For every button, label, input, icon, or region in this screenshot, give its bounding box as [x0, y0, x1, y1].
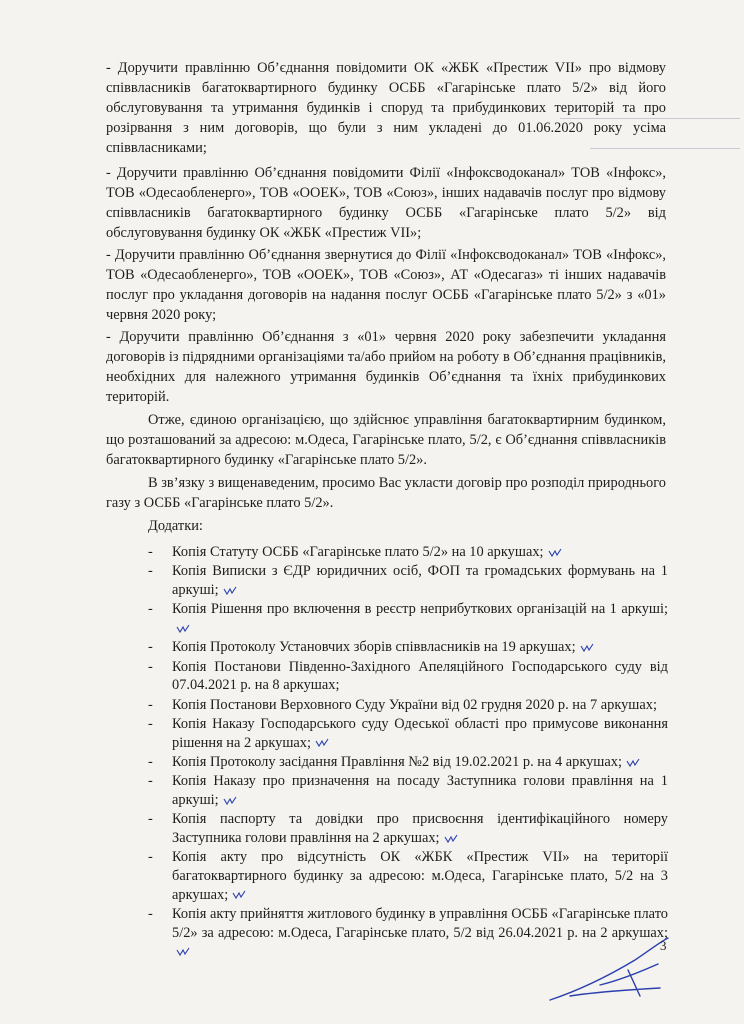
handwritten-check-icon [176, 947, 190, 957]
handwritten-check-icon [232, 890, 246, 900]
list-dash: - [148, 601, 153, 618]
attachment-item [148, 848, 668, 904]
list-dash: - [148, 753, 153, 770]
attachment-item [148, 658, 668, 695]
attachment-text: Копія Постанови Південно-Західного Апеляційного Господарського суду від 07.04.2021 р. на 8 аркушах; [172, 658, 668, 694]
handwritten-check-icon [444, 834, 458, 844]
attachment-text: Копія паспорту та довідки про присвоєння ідентифікаційного номеру Заступника голови правління на 2 аркушах; [172, 811, 668, 846]
attachment-text: Копія Наказу про призначення на посаду Заступника голови правління на 1 аркуші; [172, 773, 668, 808]
handwritten-check-icon [315, 738, 329, 748]
attachment-text: Копія Постанови Верховного Суду України від 02 грудня 2020 р. на 7 аркушах; [172, 696, 657, 713]
handwritten-check-icon [626, 758, 640, 768]
handwritten-check-icon [580, 643, 594, 653]
handwritten-check-icon [176, 624, 190, 634]
attachment-item [148, 753, 668, 772]
attachment-item [148, 562, 668, 599]
resolution-item-2: - Доручити правлінню Об’єднання повідомити Філії «Інфоксводоканал» ТОВ «Інфокс», ТОВ «Одесаобленерго», ТОВ «ООЕК», ТОВ «Союз», інших надавачів послуг про відмову співвласників багатоквартирного будинку ОСББ «Гагарінське плато 5/2» від обслуговування будинку ОК «ЖБК «Престиж VII»; [106, 165, 666, 241]
attachment-text: Копія акту про відсутність ОК «ЖБК «Престиж VII» на території багатоквартирного будинку за адресою: м.Одеса, Гагарінське плато, 5/2 на 3 аркушах; [172, 849, 668, 903]
list-dash: - [148, 563, 153, 580]
list-dash: - [148, 639, 153, 656]
attachment-item [148, 543, 668, 562]
attachment-item [148, 810, 668, 847]
page-number: 3 [660, 938, 667, 953]
attachment-text: Копія Виписки з ЄДР юридичних осіб, ФОП та громадських формувань на 1 аркуші; [172, 563, 668, 598]
handwritten-check-icon [223, 586, 237, 596]
attachment-text: Копія акту прийняття житлового будинку в управління ОСББ «Гагарінське плато 5/2» за адресою: м.Одеса, Гагарінське плато, 5/2 від 26.04.2021 р. на 2 аркушах; [172, 905, 668, 941]
resolution-item-4: - Доручити правлінню Об’єднання з «01» червня 2020 року забезпечити укладання договорів із підрядними організаціями та/або прийом на роботу в Об’єднання працівників, необхідних для належного утримання будинків Об’єднання та їхніх прибудинкових територій. [106, 329, 666, 405]
attachment-item [148, 696, 668, 715]
attachment-item [148, 715, 668, 752]
list-dash: - [148, 811, 153, 828]
attachment-text: Копія Протоколу засідання Правління №2 від 19.02.2021 р. на 4 аркушах; [172, 753, 622, 770]
conclusion-paragraph: Отже, єдиною організацією, що здійснює управління багатоквартирним будинком, що розташований за адресою: м.Одеса, Гагарінське плато, 5/2, є Об’єднання співвласників багатоквартирного будинку «Гагарінське плато 5/2». [106, 412, 666, 468]
handwritten-check-icon [548, 548, 562, 558]
resolution-item-1: - Доручити правлінню Об’єднання повідомити ОК «ЖБК «Престиж VII» про відмову співвласників багатоквартирного будинку ОСББ «Гагарінське плато 5/2» від його обслуговування та утримання будинків і споруд та прибудинкових територій та про розірвання з ним договорів, що були з ним укладені до 01.06.2020 року усіма співвласниками; [106, 60, 666, 156]
list-dash: - [148, 905, 153, 922]
request-paragraph: В зв’язку з вищенаведеним, просимо Вас укласти договір про розподіл природнього газу з ОСББ «Гагарінське плато 5/2». [106, 475, 666, 511]
list-dash: - [148, 773, 153, 790]
handwritten-signature-icon [540, 930, 680, 1010]
attachment-item [148, 600, 668, 637]
resolution-item-3: - Доручити правлінню Об’єднання звернутися до Філії «Інфоксводоканал» ТОВ «Інфокс», ТОВ «Одесаобленерго», ТОВ «ООЕК», ТОВ «Союз», АТ «Одесагаз» ті інших надавачів послуг про укладання договорів на надання послуг ОСББ «Гагарінське плато 5/2» з «01» червня 2020 року; [106, 247, 666, 323]
attachments-heading: Додатки: [148, 518, 203, 534]
attachment-item [148, 772, 668, 809]
list-dash: - [148, 544, 153, 560]
attachments-list [148, 543, 668, 962]
attachment-text: Копія Наказу Господарського суду Одеської області про примусове виконання рішення на 2 аркушах; [172, 715, 668, 751]
list-dash: - [148, 658, 153, 675]
attachment-item [148, 638, 668, 657]
list-dash: - [148, 696, 153, 713]
attachment-text: Копія Рішення про включення в реєстр неприбуткових організацій на 1 аркуші; [172, 601, 668, 618]
list-dash: - [148, 849, 153, 866]
list-dash: - [148, 715, 153, 732]
attachment-text: Копія Протоколу Установчих зборів співвласників на 19 аркушах; [172, 639, 576, 656]
attachment-text: Копія Статуту ОСББ «Гагарінське плато 5/2» на 10 аркушах; [172, 544, 544, 560]
handwritten-check-icon [223, 796, 237, 806]
